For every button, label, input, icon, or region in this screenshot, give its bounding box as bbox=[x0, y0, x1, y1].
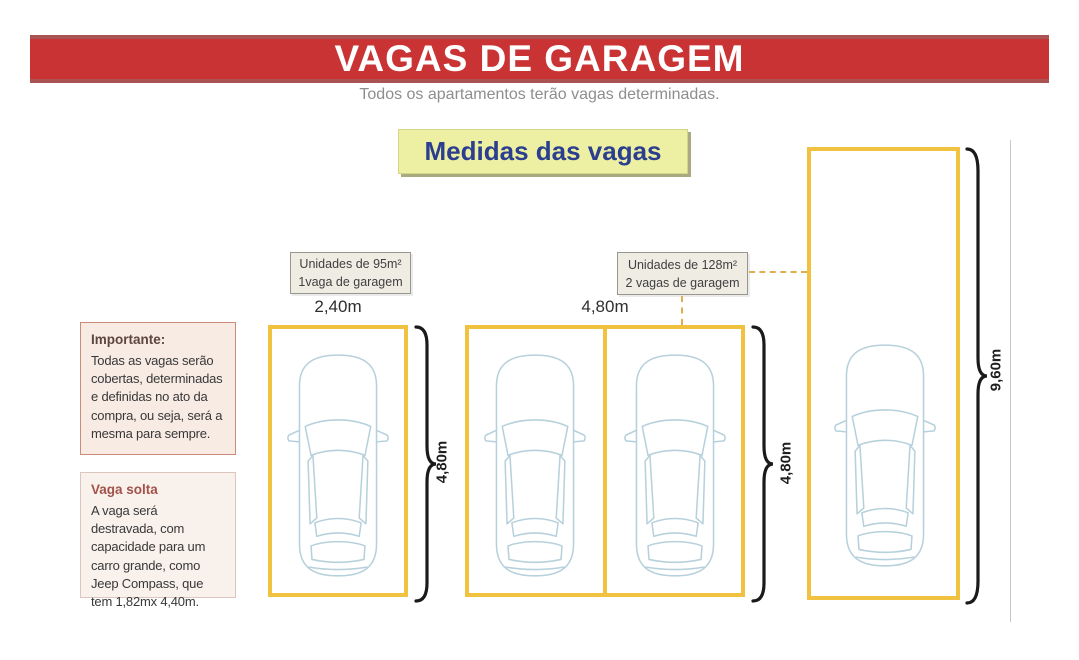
dimension-brace-icon bbox=[748, 323, 774, 605]
tall-stall-depth-label: 9,60m bbox=[987, 348, 1005, 392]
header-subtitle: Todos os apartamentos terão vagas determinadas. bbox=[359, 86, 720, 103]
double-stall-depth-label: 4,80m bbox=[777, 441, 795, 485]
car-top-view-icon bbox=[285, 343, 391, 587]
single-stall-depth-label: 4,80m bbox=[433, 440, 451, 484]
unit-95-callout bbox=[290, 252, 411, 294]
single-stall-width-label: 2,40m bbox=[314, 297, 362, 316]
loose-spot-note-box bbox=[80, 472, 236, 609]
section-title-box bbox=[398, 129, 688, 174]
page-title: VAGAS DE GARAGEM bbox=[334, 38, 745, 79]
loose-spot-note-body: A vaga será destravada, com capacidade para um carro grande, como Jeep Compass, que tem 1,82mx 4,40m. bbox=[91, 503, 206, 609]
dimension-brace-icon bbox=[962, 145, 988, 607]
right-edge-guide-line bbox=[1010, 140, 1011, 622]
unit-95-line1: Unidades de 95m² bbox=[299, 257, 402, 271]
loose-spot-note-title: Vaga solta bbox=[91, 482, 158, 497]
stall-divider-line bbox=[603, 329, 607, 593]
car-top-view-icon bbox=[832, 332, 938, 578]
unit-128-line2: 2 vagas de garagem bbox=[625, 275, 740, 290]
important-note-title: Importante: bbox=[91, 332, 166, 347]
important-note-body: Todas as vagas serão cobertas, determinadas e definidas no ato da compra, ou seja, será a mesma para sempre. bbox=[91, 353, 223, 441]
section-title: Medidas das vagas bbox=[424, 136, 662, 166]
unit-128-callout bbox=[617, 252, 748, 295]
header-banner bbox=[30, 35, 1049, 83]
car-top-view-icon bbox=[622, 343, 728, 587]
unit-128-line1: Unidades de 128m² bbox=[627, 257, 738, 272]
important-note-box bbox=[80, 322, 236, 455]
car-top-view-icon bbox=[482, 343, 588, 587]
double-stall-width-label: 4,80m bbox=[581, 297, 629, 316]
dashed-connector-horizontal bbox=[749, 271, 807, 273]
unit-95-line2: 1vaga de garagem bbox=[298, 275, 403, 289]
